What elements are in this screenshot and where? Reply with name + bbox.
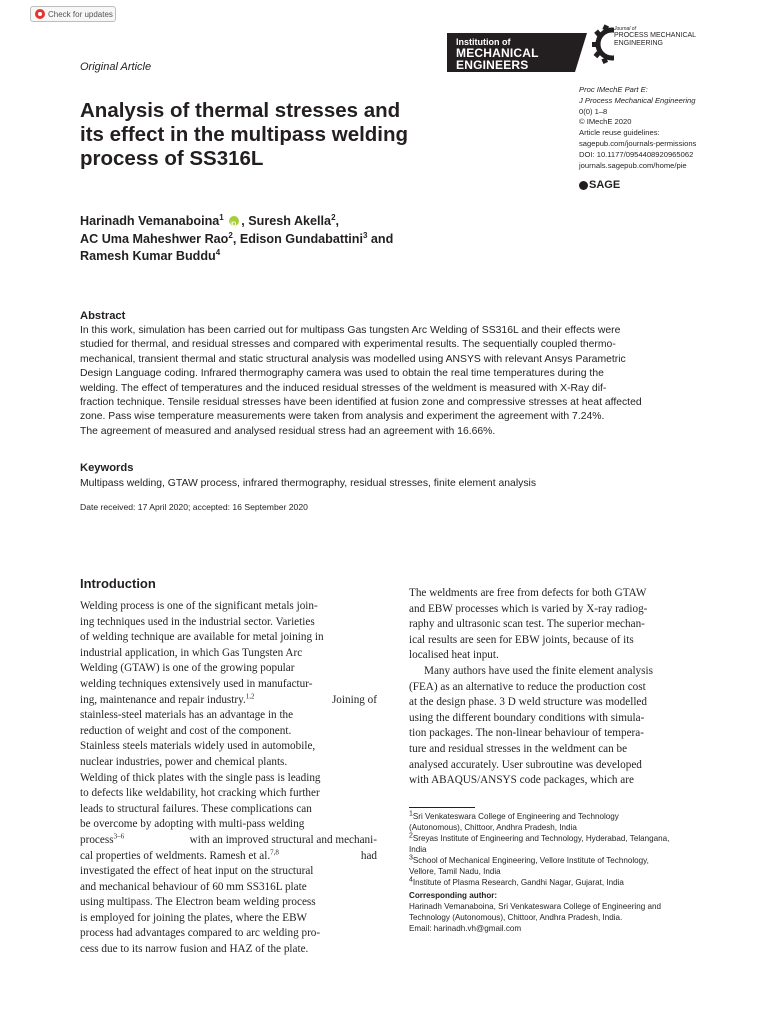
body-line: is employed for joining the plates, where the EBW <box>80 911 308 924</box>
title-line-3: process of SS316L <box>80 147 264 170</box>
abstract-line: studied for thermal, and residual stresses and compared with experimental results. The sequentially coupled thermo- <box>80 339 616 351</box>
meta-reuse: Article reuse guidelines: <box>579 128 660 138</box>
body-line: leads to structural failures. These complications can <box>80 802 312 815</box>
abstract-line: mechanical, transient thermal and static structural analysis was modelled using ANSYS with relevant Ansys Parametric <box>80 353 626 365</box>
abstract-line: Design Language coding. Infrared thermography camera was used to obtain the real time temperatures during the <box>80 368 604 380</box>
body-line: localised heat input. <box>409 649 499 662</box>
check-updates-label: Check for updates <box>48 9 113 19</box>
body-line: cal properties of weldments. Ramesh et al.$^{7,8}$ had <box>80 847 377 862</box>
body-line: process had advantages compared to arc welding pro- <box>80 927 321 940</box>
citation[interactable]: 1,2 <box>245 691 255 700</box>
body-line: ing techniques used in the industrial sector. Varieties <box>80 615 315 628</box>
abstract-line: The agreement of measured and analysed residual stress had an agreement with 16.66%. <box>80 425 496 437</box>
body-column-left <box>80 599 377 958</box>
body-line: Many authors have used the finite element analysis <box>424 664 653 677</box>
affiliation-sup: 2 <box>228 230 233 240</box>
corresponding-email[interactable]: Email: harinadh.vh@gmail.com <box>409 924 522 933</box>
orcid-icon[interactable] <box>229 216 239 226</box>
article-title <box>80 99 500 171</box>
abstract-line: welding. The effect of temperatures and the induced residual stresses of the weldment is measured with X-Ray dif- <box>80 382 607 394</box>
affiliation-sup: 4 <box>215 247 221 257</box>
affiliations <box>409 811 709 934</box>
title-line-1: Analysis of thermal stresses and <box>80 99 401 122</box>
body-line: using the different boundary conditions with simula- <box>409 711 645 724</box>
body-line: of welding technique are available for metal joining in <box>80 631 324 644</box>
body-line: and mechanical behaviour of 60 mm SS316L plate <box>80 880 307 893</box>
body-line: process$^{3-6}$ with an improved structural and mechani- <box>80 832 377 846</box>
affiliation-2b: India <box>409 845 427 854</box>
dates-received: Date received: 17 April 2020; accepted: 16 September 2020 <box>80 502 308 512</box>
body-line: investigated the effect of heat input on the structural <box>80 865 314 878</box>
body-line: reduction of weight and cost of the component. <box>80 724 292 737</box>
author-list <box>80 213 393 266</box>
body-line: cess due to its narrow fusion and HAZ of the plate. <box>80 943 309 956</box>
logo-line-2: MECHANICAL <box>456 46 539 60</box>
citation[interactable]: 3–6 <box>113 832 125 841</box>
meta-home-link[interactable]: journals.sagepub.com/home/pie <box>579 160 687 170</box>
title-line-2: its effect in the multipass welding <box>80 123 409 146</box>
body-line: to defects like weldability, hot cracking which further <box>80 787 320 800</box>
author-name: Harinadh Vemanaboina <box>80 214 220 228</box>
affiliation-1: $^1$Sri Venkateswara College of Engineering and Technology <box>409 810 619 821</box>
meta-journal-2: J Process Mechanical Engineering <box>579 95 696 105</box>
meta-journal: Proc IMechE Part E: <box>579 85 648 94</box>
abstract-line: zone. Pass wise temperature measurements were taken from analysis and experiment the agreement with 7.24%. <box>80 411 605 423</box>
body-line: (FEA) as an alternative to reduce the production cost <box>409 680 646 693</box>
affiliation-2: $^2$Sreyas Institute of Engineering and Technology, Hyderabad, Telangana, <box>409 832 670 843</box>
article-type: Original Article <box>80 61 152 73</box>
update-icon <box>35 9 45 19</box>
journal-logo-line2: ENGINEERING <box>614 39 664 47</box>
meta-copyright: © IMechE 2020 <box>579 117 632 127</box>
author-name: , Edison Gundabattini <box>232 231 363 246</box>
body-line: and EBW processes which is varied by X-ray radiog- <box>409 602 648 615</box>
author-name: AC Uma Maheshwer Rao <box>80 231 229 246</box>
check-for-updates-button[interactable] <box>30 6 116 22</box>
separator: and <box>367 231 394 246</box>
abstract-line: In this work, simulation has been carried out for multipass Gas tungsten Arc Welding of SS316L and their effects were <box>80 325 621 336</box>
sage-logo <box>579 179 620 191</box>
journal-logo-small: Journal of <box>614 26 636 32</box>
gear-icon <box>588 22 614 74</box>
citation[interactable]: 7,8 <box>270 847 279 856</box>
journal-meta <box>579 85 696 171</box>
body-line: industrial application, in which Gas Tungsten Arc <box>80 646 303 659</box>
affiliation-1b: (Autonomous), Chittoor, Andhra Pradesh, India <box>409 823 577 832</box>
body-line: ical results are seen for EBW joints, because of its <box>409 633 634 646</box>
meta-reuse-link[interactable]: sagepub.com/journals-permissions <box>579 138 697 148</box>
body-line: Stainless steels materials widely used in automobile, <box>80 740 316 753</box>
corresponding-line-1: Harinadh Vemanaboina, Sri Venkateswara College of Engineering and <box>409 902 661 911</box>
logo-line-1: Institution of <box>456 37 511 47</box>
body-line: at the design phase. 3 D weld structure was modelled <box>409 696 647 709</box>
abstract-heading: Abstract <box>80 310 126 322</box>
sage-label: SAGE <box>589 179 621 191</box>
meta-doi[interactable]: DOI: 10.1177/0954408920965062 <box>579 149 694 159</box>
body-column-right <box>409 586 706 789</box>
body-line: stainless-steel materials has an advantage in the <box>80 709 294 722</box>
body-line: nuclear industries, power and chemical plants. <box>80 755 288 768</box>
sage-icon <box>579 181 588 190</box>
logo-line-3: ENGINEERS <box>456 58 529 72</box>
affiliation-sup: 1 <box>219 212 224 222</box>
body-line: ing, maintenance and repair industry.$^{1,2}$ Joining of <box>80 691 377 706</box>
body-line: Welding of thick plates with the single pass is leading <box>80 771 321 784</box>
body-line: The weldments are free from defects for both GTAW <box>409 587 647 599</box>
affiliation-sup: 3 <box>362 230 368 240</box>
publisher-logo <box>447 33 587 72</box>
abstract-line: fraction technique. Tensile residual stresses have been identified at fusion zone and compressive stresses at heat affected <box>80 397 642 409</box>
body-line: be overcome by adopting with multi-pass welding <box>80 818 305 831</box>
affiliation-sup: 2 <box>331 212 336 222</box>
corresponding-heading: Corresponding author: <box>409 891 498 900</box>
affiliation-3b: Vellore, Tamil Nadu, India <box>409 867 501 876</box>
body-line: Welding process is one of the significant metals join- <box>80 600 318 612</box>
affiliation-4: $^4$Institute of Plasma Research, Gandhi Nagar, Gujarat, India <box>409 876 624 887</box>
introduction-heading: Introduction <box>80 576 156 591</box>
meta-volume: 0(0) 1–8 <box>579 106 608 116</box>
body-line: with ABAQUS/ANSYS code packages, which are <box>409 774 634 787</box>
body-line: tion packages. The non-linear behaviour of tempera- <box>409 727 644 740</box>
abstract-text <box>80 324 705 439</box>
author-name: , Suresh Akella <box>241 214 332 228</box>
author-name: Ramesh Kumar Buddu <box>80 249 216 263</box>
journal-logo-line1: PROCESS MECHANICAL <box>614 32 697 40</box>
affiliation-3: $^3$School of Mechanical Engineering, Vellore Institute of Technology, <box>409 854 649 865</box>
journal-logo <box>588 22 708 74</box>
keywords-heading: Keywords <box>80 462 134 474</box>
body-line: ture and residual stresses in the weldment can be <box>409 742 628 755</box>
corresponding-line-2: Technology (Autonomous), Chittoor, Andhra Pradesh, India. <box>409 913 623 922</box>
separator: , <box>335 214 340 228</box>
keywords-text: Multipass welding, GTAW process, infrared thermography, residual stresses, finite element analysis <box>80 478 537 489</box>
body-line: analysed accurately. User subroutine was developed <box>409 758 642 771</box>
body-line: using multipass. The Electron beam welding process <box>80 896 316 909</box>
body-line: raphy and ultrasonic scan test. The superior mechan- <box>409 618 645 631</box>
footnote-divider <box>409 807 475 808</box>
body-line: welding techniques extensively used in manufactur- <box>80 677 313 690</box>
body-line: Welding (GTAW) is one of the growing popular <box>80 662 295 675</box>
